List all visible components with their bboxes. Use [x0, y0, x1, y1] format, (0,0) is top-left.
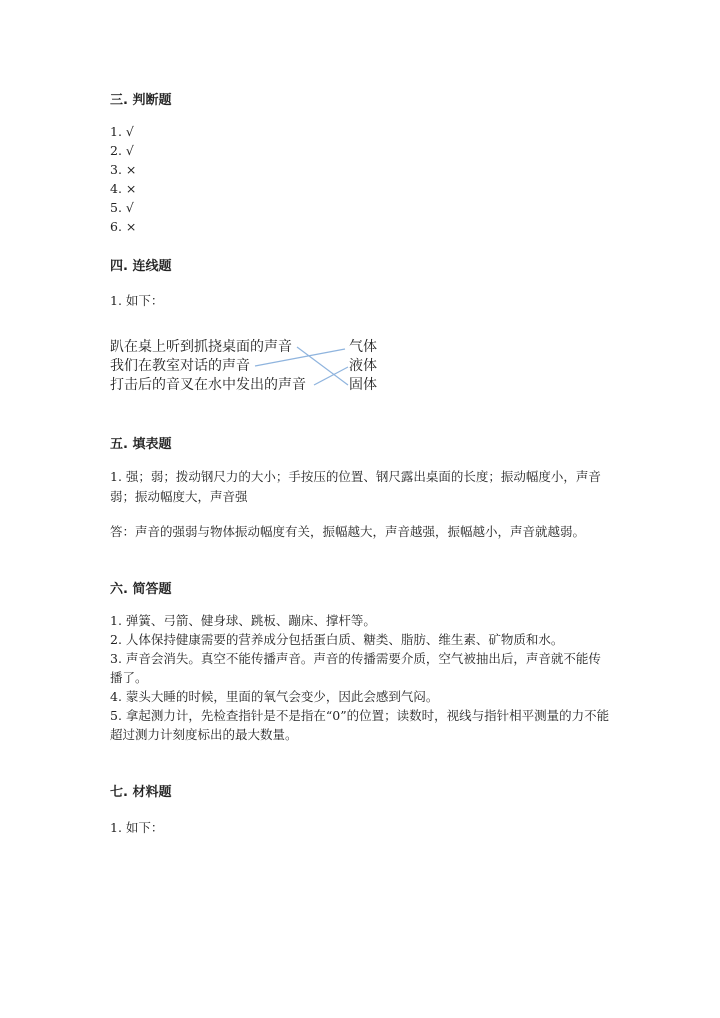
short-answer-3: 3. 声音会消失。真空不能传播声音。声音的传播需要介质，空气被抽出后，声音就不能传播了。 — [110, 651, 601, 685]
section-7-title: 七. 材料题 — [110, 785, 172, 800]
judge-answer-1: 1. √ — [110, 124, 134, 139]
match-right-2: 液体 — [349, 358, 377, 374]
fill-table-explanation: 答：声音的强弱与物体振动幅度有关，振幅越大，声音越强，振幅越小，声音就越弱。 — [110, 524, 586, 539]
short-answer-5: 5. 拿起测力计，先检查指针是不是指在“0”的位置；读数时，视线与指针相平测量的力不能超过测力计刻度标出的最大数量。 — [110, 708, 610, 742]
match-line-2 — [255, 349, 345, 366]
match-right-1: 气体 — [349, 339, 377, 355]
judge-answer-5: 5. √ — [110, 200, 134, 215]
judge-answer-2: 2. √ — [110, 143, 134, 158]
judge-answer-6: 6. × — [110, 219, 137, 234]
fill-table-answer: 1. 强；弱；拨动钢尺力的大小；手按压的位置、钢尺露出桌面的长度；振动幅度小，声音弱；振动幅度大，声音强 — [110, 469, 601, 504]
match-left-2: 我们在教室对话的声音 — [110, 358, 250, 374]
short-answer-2: 2. 人体保持健康需要的营养成分包括蛋白质、糖类、脂肪、维生素、矿物质和水。 — [110, 632, 564, 647]
matching-intro: 1. 如下： — [110, 293, 164, 308]
match-left-3: 打击后的音叉在水中发出的声音 — [110, 377, 306, 393]
match-right-3: 固体 — [349, 377, 377, 393]
short-answer-list — [110, 611, 610, 744]
section-4-title: 四. 连线题 — [110, 259, 172, 274]
match-line-3 — [314, 367, 348, 385]
short-answer-4: 4. 蒙头大睡的时候，里面的氧气会变少，因此会感到气闷。 — [110, 689, 439, 704]
matching-lines — [0, 0, 720, 420]
judge-answer-3: 3. × — [110, 162, 137, 177]
short-answer-1: 1. 弹簧、弓箭、健身球、跳板、蹦床、撑杆等。 — [110, 613, 376, 628]
section-6-title: 六. 简答题 — [110, 582, 172, 597]
section-3-title: 三. 判断题 — [110, 93, 172, 108]
material-intro: 1. 如下： — [110, 820, 164, 835]
judge-answer-4: 4. × — [110, 181, 137, 196]
match-left-1: 趴在桌上听到抓挠桌面的声音 — [110, 339, 292, 355]
section-5-title: 五. 填表题 — [110, 437, 172, 452]
